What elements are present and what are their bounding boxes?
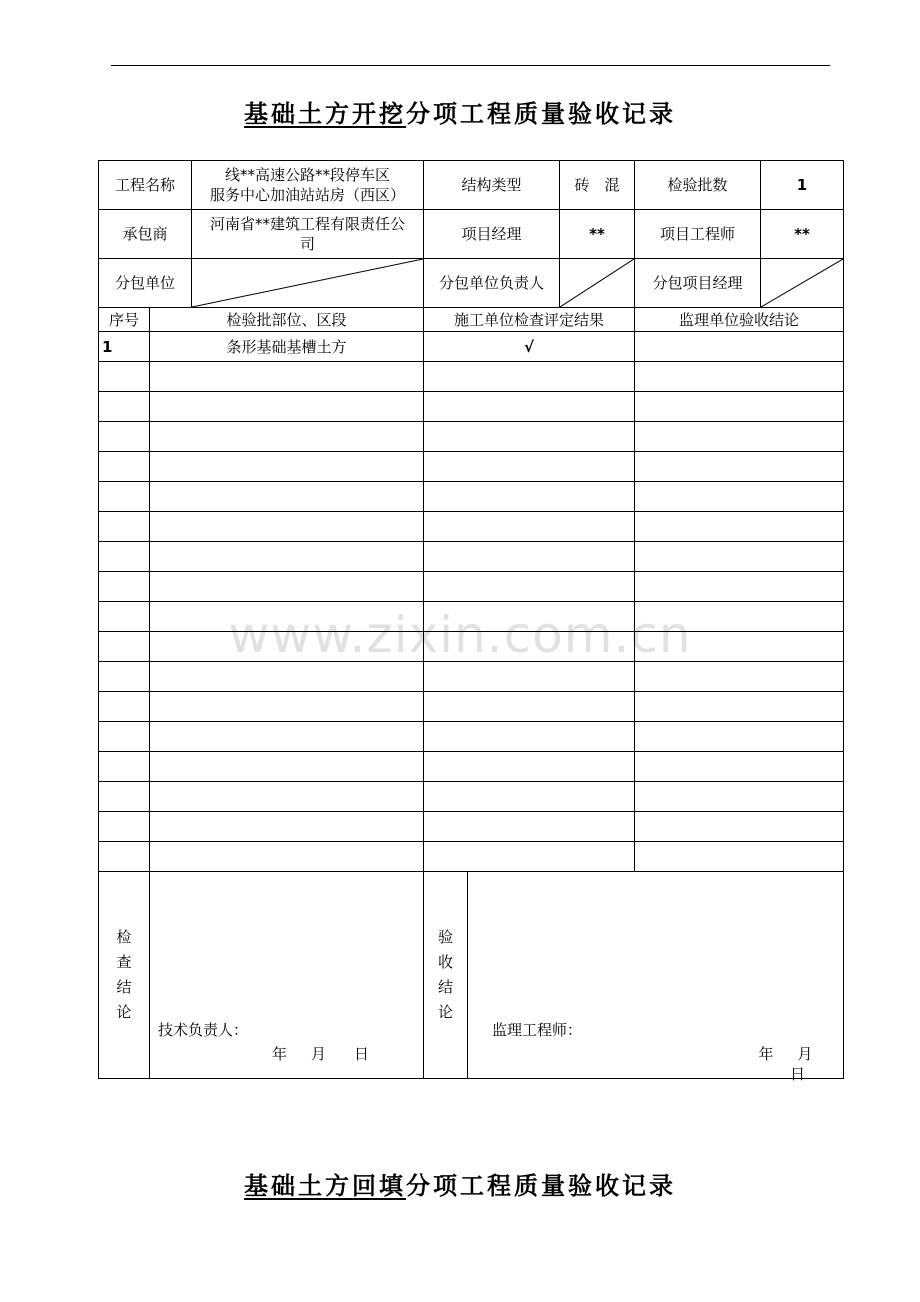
table-row [99,422,844,452]
row-conclusion [635,572,844,602]
row-result [424,392,635,422]
date-year: 年 [758,1045,774,1063]
row-conclusion [635,662,844,692]
title2-underlined: 基础土方回填 [244,1171,406,1200]
row-seq [99,842,150,872]
diagonal-strike [192,259,423,307]
table-row [99,722,844,752]
row-seq [99,812,150,842]
row-seq [99,542,150,572]
diagonal-strike [560,259,634,307]
batch-count-label: 检验批数 [635,161,761,210]
col-location-header: 检验批部位、区段 [150,308,424,332]
acceptance-conclusion-label [424,872,468,1078]
row-location: 条形基础基槽土方 [150,332,424,362]
row-seq [99,782,150,812]
row-seq [99,392,150,422]
row-location [150,422,424,452]
inspection-date [272,1044,369,1064]
table-row [99,482,844,512]
label-char: 查 [116,953,132,971]
table-row [99,362,844,392]
row-result [424,512,635,542]
label-char: 收 [438,953,454,971]
col-result-header: 施工单位检查评定结果 [424,308,635,332]
table-row [99,812,844,842]
row-seq [99,722,150,752]
label-char: 验 [438,928,454,946]
inspection-conclusion-label [99,872,150,1079]
row-location [150,662,424,692]
row-result [424,782,635,812]
table-row [99,332,844,362]
row-conclusion [635,602,844,632]
project-name-line1: 线**高速公路**段停车区 [225,166,391,184]
row-conclusion [635,842,844,872]
row-location [150,452,424,482]
row-result [424,572,635,602]
row-result [424,692,635,722]
row-location [150,362,424,392]
title-rest: 分项工程质量验收记录 [406,99,676,128]
row-location [150,602,424,632]
table-row [99,572,844,602]
subcontractor-lead-label: 分包单位负责人 [424,259,560,308]
acceptance-record-table [98,160,844,1083]
row-result [424,662,635,692]
row-location [150,842,424,872]
table-row [99,662,844,692]
diagonal-strike [761,259,843,307]
table-row [99,842,844,872]
row-result: √ [424,332,635,362]
row-location [150,812,424,842]
acceptance-date [752,1044,843,1084]
row-seq [99,632,150,662]
row-seq [99,572,150,602]
project-manager-label: 项目经理 [424,210,560,259]
data-rows [99,332,844,872]
project-engineer-label: 项目工程师 [635,210,761,259]
header-row-project [99,161,844,210]
label-char: 结 [116,978,132,996]
table-row [99,392,844,422]
contractor-label: 承包商 [99,210,192,259]
date-day: 日 [790,1065,806,1083]
row-location [150,392,424,422]
subcontractor-label: 分包单位 [99,259,192,308]
row-result [424,632,635,662]
label-char: 结 [438,978,454,996]
row-location [150,542,424,572]
project-manager-value: ** [560,210,635,259]
structure-type-value: 砖 混 [560,161,635,210]
row-seq [99,752,150,782]
row-seq [99,602,150,632]
row-conclusion [635,392,844,422]
row-seq [99,692,150,722]
row-location [150,632,424,662]
row-seq [99,662,150,692]
table-row [99,602,844,632]
title2-rest: 分项工程质量验收记录 [406,1171,676,1200]
subcontractor-value-empty [192,259,424,308]
row-seq [99,422,150,452]
table-row [99,782,844,812]
row-conclusion [635,542,844,572]
row-conclusion [635,632,844,662]
project-name-line2: 服务中心加油站站房（西区） [210,186,406,204]
inspection-conclusion-area [150,872,424,1079]
label-char: 检 [116,928,132,946]
row-conclusion [635,692,844,722]
date-month: 月 [797,1045,813,1063]
row-result [424,362,635,392]
supervisor-label: 监理工程师： [492,1021,583,1039]
col-seq-header: 序号 [99,308,150,332]
date-day: 日 [354,1045,370,1063]
project-engineer-value: ** [761,210,844,259]
row-conclusion [635,782,844,812]
contractor-line1: 河南省**建筑工程有限责任公 [210,215,406,233]
row-location [150,512,424,542]
watermark: www.zixin.com.cn [228,606,692,664]
row-conclusion [635,482,844,512]
column-header-row [99,308,844,332]
subcontract-pm-label: 分包项目经理 [635,259,761,308]
row-seq [99,452,150,482]
row-result [424,602,635,632]
row-location [150,782,424,812]
row-seq [99,512,150,542]
acceptance-label-chars [438,925,453,1025]
row-location [150,752,424,782]
table-row [99,542,844,572]
row-conclusion [635,362,844,392]
title-underlined: 基础土方开挖 [244,99,406,128]
row-result [424,722,635,752]
row-result [424,542,635,572]
page-title [0,94,920,129]
row-location [150,482,424,512]
table-row [99,632,844,662]
row-conclusion [635,332,844,362]
project-name-value [192,161,424,210]
row-result [424,452,635,482]
row-result [424,482,635,512]
date-month: 月 [311,1045,327,1063]
row-seq: 1 [99,332,150,362]
table-row [99,512,844,542]
tech-lead-label: 技术负责人： [158,1021,249,1039]
row-seq [99,482,150,512]
structure-type-label: 结构类型 [424,161,560,210]
row-seq [99,362,150,392]
top-rule [111,65,830,66]
acceptance-conclusion-cell [424,872,844,1083]
label-char: 论 [116,1003,132,1021]
subcontractor-lead-value-empty [560,259,635,308]
header-row-contractor [99,210,844,259]
row-conclusion [635,452,844,482]
header-row-subcontractor [99,259,844,308]
row-conclusion [635,512,844,542]
contractor-line2: 司 [300,235,316,253]
row-result [424,422,635,452]
row-conclusion [635,422,844,452]
next-section-title [0,1166,920,1201]
row-location [150,692,424,722]
table-row [99,752,844,782]
contractor-value [192,210,424,259]
row-location [150,722,424,752]
label-char: 论 [438,1003,454,1021]
subcontract-pm-value-empty [761,259,844,308]
row-conclusion [635,812,844,842]
batch-count-value: 1 [761,161,844,210]
inspection-label-chars [117,925,132,1025]
row-result [424,752,635,782]
row-result [424,842,635,872]
conclusion-row [99,872,844,1079]
row-location [150,572,424,602]
table-row [99,692,844,722]
row-conclusion [635,752,844,782]
date-year: 年 [272,1045,288,1063]
col-conclusion-header: 监理单位验收结论 [635,308,844,332]
row-conclusion [635,722,844,752]
table-row [99,452,844,482]
row-result [424,812,635,842]
project-name-label: 工程名称 [99,161,192,210]
